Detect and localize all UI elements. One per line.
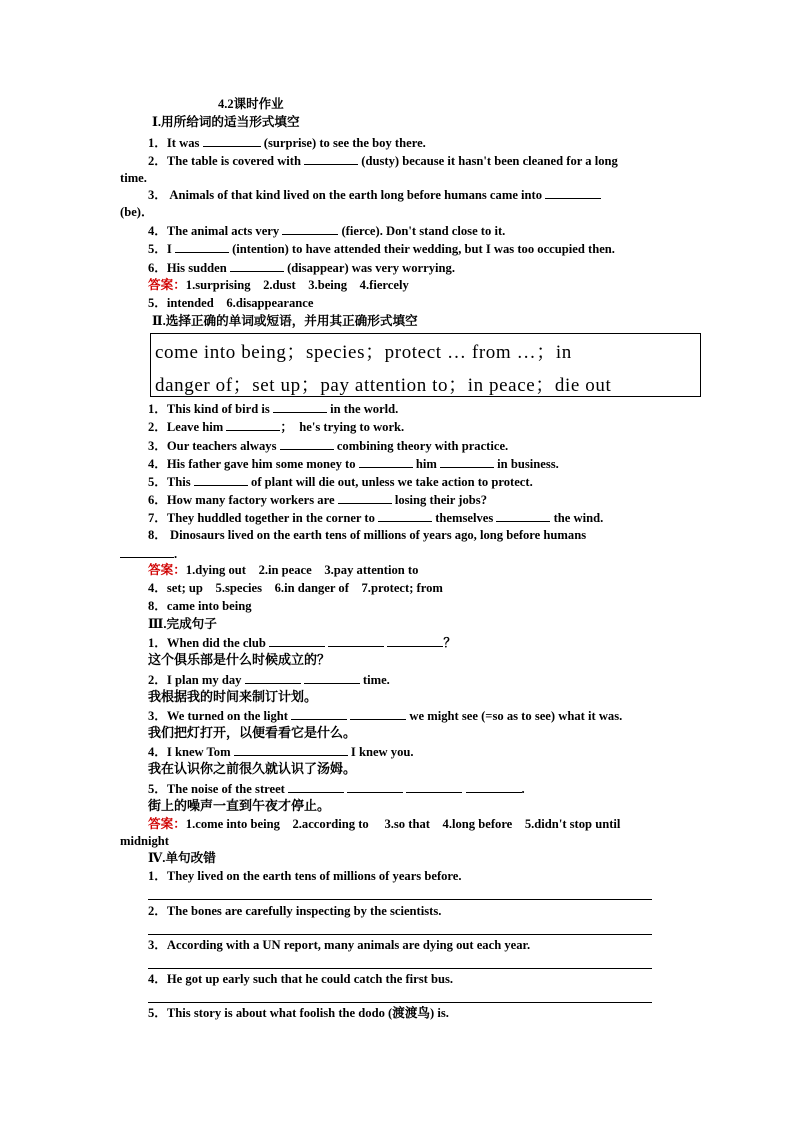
s4-question-3: 3．According with a UN report, many animals are dying out each year. [148, 938, 531, 952]
s3-question-3: 3．We turned on the light we might see (=so as to see) what it was. [148, 709, 623, 723]
s1-question-5: 5．I (intention) to have attended their wedding, but I was too occupied then. [148, 242, 615, 256]
s3-question-5-zh: 街上的噪声一直到午夜才停止。 [148, 799, 331, 814]
page-title: 4.2课时作业 [218, 97, 284, 111]
s1-question-1: 1．It was (surprise) to see the boy there. [148, 136, 426, 150]
s3-answer-line-2: midnight [120, 834, 169, 848]
s4-answer-line-3 [148, 968, 652, 969]
s4-answer-line-1 [148, 899, 652, 900]
s3-answer-line-1: 答案：1.come into being 2.according to 3.so that 4.long before 5.didn't stop until [148, 817, 621, 831]
s3-question-1: 1．When did the club ？ [148, 636, 456, 650]
s4-question-5: 5．This story is about what foolish the dodo (渡渡鸟) is. [148, 1006, 449, 1020]
s4-answer-line-4 [148, 1002, 652, 1003]
s1-question-2-cont: time. [120, 171, 147, 185]
s2-question-7: 7．They huddled together in the corner to themselves the wind. [148, 511, 604, 525]
s2-question-8-cont: . [120, 546, 177, 562]
s3-question-4: 4．I knew Tom I knew you. [148, 745, 414, 759]
section-1-heading: Ⅰ.用所给词的适当形式填空 [152, 115, 300, 129]
word-bank-line-1: come into being；species；protect … from …；in [155, 342, 572, 363]
s3-question-3-zh: 我们把灯打开，以便看看它是什么。 [148, 726, 357, 741]
s2-question-3: 3．Our teachers always combining theory with practice. [148, 439, 509, 453]
section-2-heading: Ⅱ.选择正确的单词或短语，并用其正确形式填空 [152, 314, 418, 328]
s1-question-3-cont: (be)． [120, 205, 154, 219]
s2-answer-line-1: 答案：1.dying out 2.in peace 3.pay attention to [148, 563, 419, 577]
s1-question-3: 3． Animals of that kind lived on the earth long before humans came into [148, 187, 601, 203]
s2-answer-line-3: 8．came into being [148, 599, 252, 613]
s2-question-6: 6．How many factory workers are losing their jobs? [148, 493, 487, 507]
s4-question-4: 4．He got up early such that he could catch the first bus. [148, 972, 454, 986]
s2-question-4: 4．His father gave him some money to him in business. [148, 457, 559, 471]
s2-question-2: 2．Leave him ； he's trying to work. [148, 420, 405, 434]
s3-question-5: 5．The noise of the street . [148, 782, 525, 796]
s1-question-6: 6．His sudden (disappear) was very worrying. [148, 261, 455, 275]
s4-answer-line-2 [148, 934, 652, 935]
s2-question-5: 5．This of plant will die out, unless we take action to protect. [148, 475, 533, 489]
s1-question-2: 2．The table is covered with (dusty) because it hasn't been cleaned for a long [148, 154, 618, 168]
s3-question-2: 2．I plan my day time. [148, 673, 390, 687]
word-bank-box [150, 333, 701, 397]
section-3-heading: Ⅲ.完成句子 [148, 617, 217, 631]
s4-question-2: 2．The bones are carefully inspecting by the scientists. [148, 904, 442, 918]
s4-question-1: 1．They lived on the earth tens of millions of years before. [148, 869, 462, 883]
s1-answer-line-1: 答案：1.surprising 2.dust 3.being 4.fiercely [148, 278, 409, 292]
s3-question-2-zh: 我根据我的时间来制订计划。 [148, 690, 318, 705]
s1-question-4: 4．The animal acts very (fierce). Don't stand close to it. [148, 224, 506, 238]
word-bank-line-2: danger of；set up；pay attention to；in peace；die out [155, 375, 612, 396]
s2-question-8: 8． Dinosaurs lived on the earth tens of millions of years ago, long before humans [148, 528, 587, 542]
s3-question-1-zh: 这个俱乐部是什么时候成立的？ [148, 653, 331, 668]
s2-answer-line-2: 4．set; up 5.species 6.in danger of 7.protect; from [148, 581, 443, 595]
section-4-heading: Ⅳ.单句改错 [148, 851, 216, 865]
s1-answer-line-2: 5．intended 6.disappearance [148, 296, 314, 310]
s3-question-4-zh: 我在认识你之前很久就认识了汤姆。 [148, 762, 357, 777]
s2-question-1: 1．This kind of bird is in the world. [148, 402, 399, 416]
